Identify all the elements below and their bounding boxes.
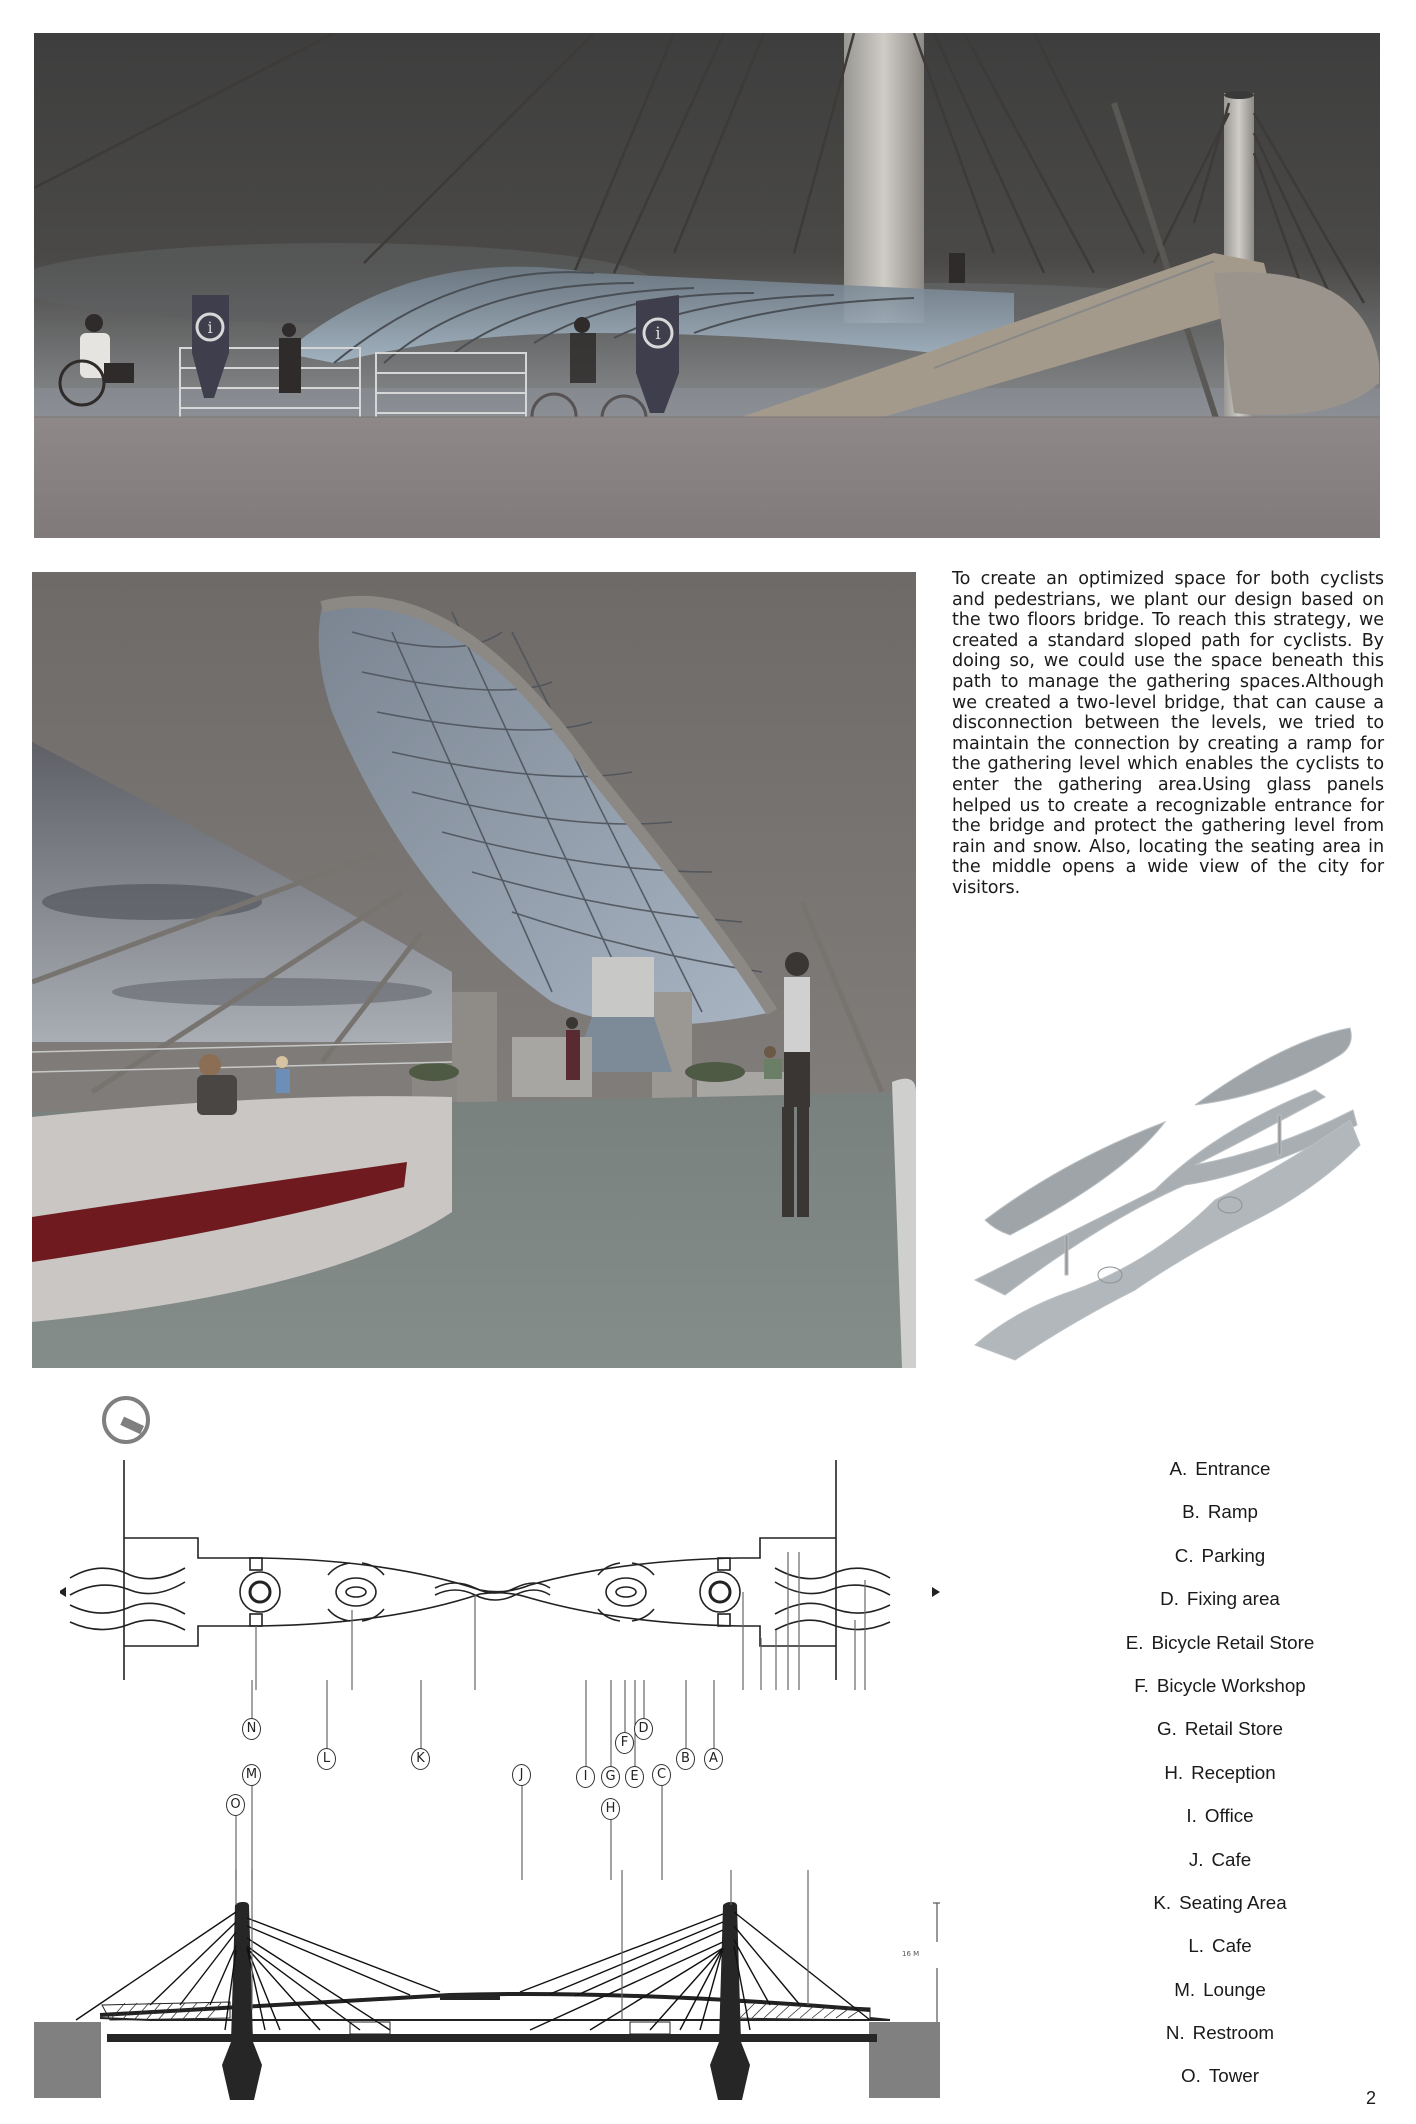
legend-item-bicycle-retail-store: E. Bicycle Retail Store <box>1125 1631 1315 1653</box>
exterior-render-image <box>34 33 1380 538</box>
legend-item-parking: C. Parking <box>1174 1544 1266 1566</box>
legend-item-lounge: M. Lounge <box>1174 1978 1266 2000</box>
legend-item-cafe-j: J. Cafe <box>1188 1848 1252 1870</box>
callout-d: D <box>634 1718 653 1740</box>
legend <box>1090 1458 1350 2109</box>
callout-l: L <box>317 1748 336 1770</box>
callout-c: C <box>652 1764 671 1786</box>
callout-n: N <box>242 1718 261 1740</box>
legend-item-restroom: N. Restroom <box>1165 2022 1275 2044</box>
legend-item-reception: H. Reception <box>1164 1761 1276 1783</box>
callout-m: M <box>242 1764 261 1786</box>
legend-item-cafe-l: L. Cafe <box>1188 1935 1252 1957</box>
legend-item-retail-store: G. Retail Store <box>1157 1718 1283 1740</box>
info-icon: i <box>207 318 213 337</box>
callout-e: E <box>625 1766 644 1788</box>
plan-callouts <box>220 1680 880 1880</box>
north-arrow-icon <box>100 1394 152 1446</box>
callout-i: I <box>576 1766 595 1788</box>
callout-a: A <box>704 1748 723 1770</box>
legend-item-entrance: A. Entrance <box>1169 1458 1271 1479</box>
legend-item-fixing-area: D. Fixing area <box>1160 1588 1280 1610</box>
callout-g: G <box>601 1766 620 1788</box>
callout-h: H <box>601 1798 620 1820</box>
callout-k: K <box>411 1748 430 1770</box>
legend-item-seating-area: K. Seating Area <box>1153 1891 1287 1913</box>
section-elevation-drawing <box>30 1870 940 2100</box>
info-icon: i <box>655 324 661 344</box>
legend-item-bicycle-workshop: F. Bicycle Workshop <box>1134 1674 1306 1696</box>
page-number: 2 <box>1366 2088 1377 2108</box>
project-description: To create an optimized space for both cyclists and pedestrians, we plant our design based on the two floors bridge. To reach this strategy, we created a standard sloped path for cyclists. By doing so, we could use the space beneath this path to manage the gathering spaces.Although we created a two-level bridge, that can cause a disconnection between the levels, we tried to maintain the connection by creating a ramp for the gathering level which enables the cyclists to enter the gathering area.Using glass panels helped us to create a recognizable entrance for the bridge and protect the gathering level from rain and snow. Also, locating the seating area in the middle opens a wide view of the city for visitors. <box>952 569 1384 898</box>
height-dimension-label: 16 M <box>902 1950 920 1958</box>
callout-f: F <box>615 1732 634 1754</box>
legend-item-ramp: B. Ramp <box>1182 1501 1258 1523</box>
callout-b: B <box>676 1748 695 1770</box>
legend-item-office: I. Office <box>1186 1805 1254 1827</box>
exploded-axonometric-diagram <box>955 1000 1375 1370</box>
callout-j: J <box>512 1764 531 1786</box>
floor-plan-drawing <box>60 1460 950 1690</box>
callout-o: O <box>226 1794 245 1816</box>
legend-item-tower: O. Tower <box>1181 2065 1259 2087</box>
interior-render-image <box>32 572 916 1368</box>
